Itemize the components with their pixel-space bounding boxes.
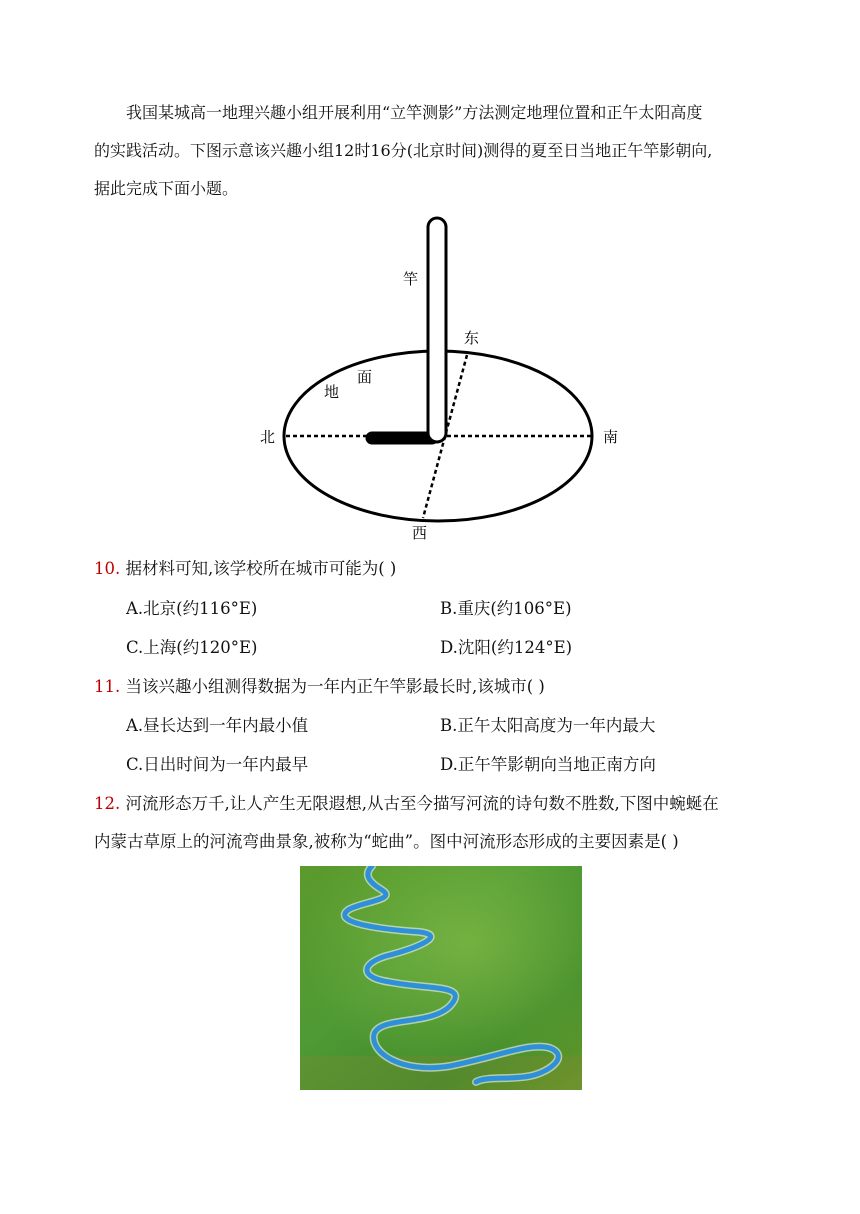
option-b: B.正午太阳高度为一年内最大 — [440, 716, 656, 735]
meandering-river-photo — [300, 866, 582, 1090]
label-ground-2: 地 — [324, 383, 340, 401]
question-text: 据材料可知,该学校所在城市可能为( ) — [125, 559, 397, 578]
option-d: D.沈阳(约124°E) — [440, 638, 573, 657]
option-a: A.北京(约116°E) — [126, 599, 258, 618]
label-ground-1: 面 — [357, 368, 373, 386]
intro-line-2: 的实践活动。下图示意该兴趣小组12时16分(北京时间)测得的夏至日当地正午竿影朝向, — [94, 141, 713, 160]
label-south: 南 — [603, 428, 619, 446]
question-number: 10. — [94, 559, 121, 578]
intro-line-3: 据此完成下面小题。 — [94, 179, 239, 198]
question-number: 11. — [94, 677, 121, 696]
question-text: 当该兴趣小组测得数据为一年内正午竿影最长时,该城市( ) — [125, 677, 545, 696]
label-east: 东 — [464, 329, 480, 347]
question-10 — [94, 557, 396, 581]
question-12 — [94, 792, 719, 816]
option-b: B.重庆(约106°E) — [440, 599, 572, 618]
question-12-line-2: 内蒙古草原上的河流弯曲景象,被称为“蛇曲”。图中河流形态形成的主要因素是( ) — [94, 832, 679, 851]
label-west: 西 — [412, 524, 428, 542]
intro-line-1: 我国某城高一地理兴趣小组开展利用“立竿测影”方法测定地理位置和正午太阳高度 — [126, 103, 703, 122]
pole — [428, 218, 446, 442]
intro-paragraph — [94, 94, 794, 208]
question-text-line-1: 河流形态万千,让人产生无限遐想,从古至今描写河流的诗句数不胜数,下图中蜿蜒在 — [125, 794, 719, 813]
label-pole: 竿 — [403, 270, 419, 288]
option-c: C.上海(约120°E) — [126, 638, 258, 657]
question-number: 12. — [94, 794, 121, 813]
label-north: 北 — [260, 428, 276, 446]
question-11 — [94, 675, 545, 699]
pole-shadow-diagram — [240, 210, 640, 545]
option-c: C.日出时间为一年内最早 — [126, 755, 309, 774]
option-d: D.正午竿影朝向当地正南方向 — [440, 755, 656, 774]
option-a: A.昼长达到一年内最小值 — [126, 716, 309, 735]
